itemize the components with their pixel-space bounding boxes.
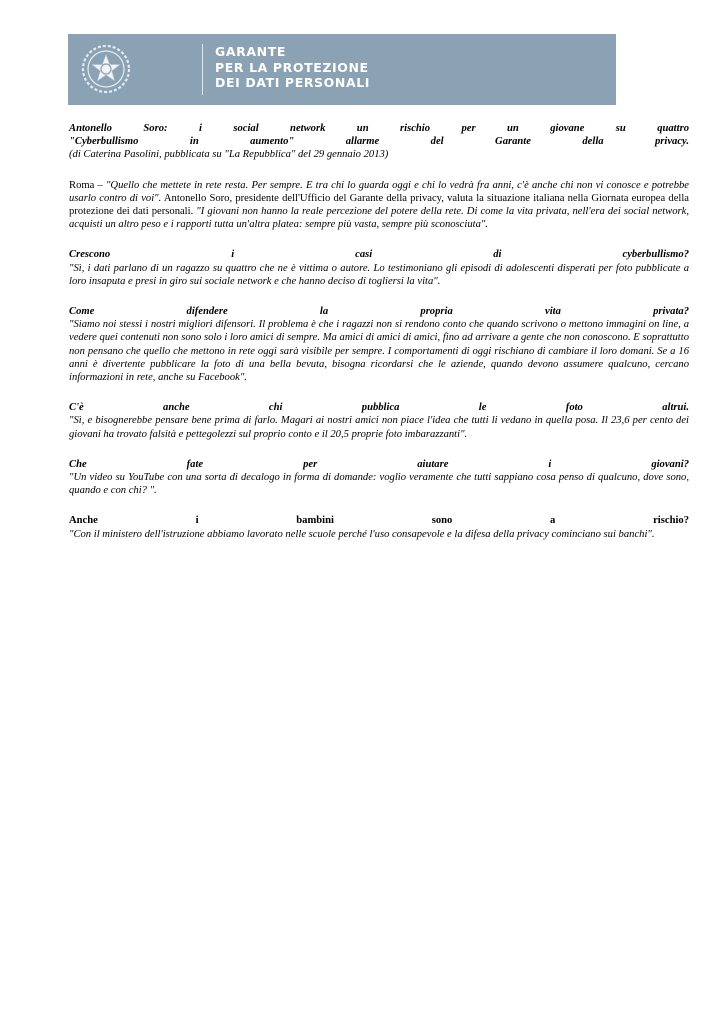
qa-answer: "Un video su YouTube con una sorta di decalogo in forma di domande: voglio veramente che tutti sappiano cosa penso di qualcuno, dove sono, quando e con chi? ". <box>69 472 689 497</box>
article-intro <box>69 179 689 232</box>
qa-item <box>69 458 689 498</box>
qa-answer: "Sì, i dati parlano di un ragazzo su quattro che ne è vittima o autore. Lo testimoniano gli episodi di adolescenti disperati per foto pubblicate a loro insaputa e presi in giro sui sociale network e che hanno deciso di togliersi la vita". <box>69 262 689 287</box>
qa-item <box>69 514 689 540</box>
header-divider <box>202 44 203 95</box>
qa-item <box>69 305 689 384</box>
garante-logo-text <box>215 44 370 91</box>
qa-question: Come difendere la propria vita privata? <box>69 306 689 318</box>
qa-question: C'è anche chi pubblica le foto altrui. <box>69 402 689 414</box>
logo-text-line-1: GARANTE <box>215 44 286 59</box>
qa-item <box>69 248 689 288</box>
logo-text-line-2: PER LA PROTEZIONE <box>215 59 369 75</box>
qa-question: Che fate per aiutare i giovani? <box>69 458 689 470</box>
qa-question: Crescono i casi di cyberbullismo? <box>69 249 689 261</box>
garante-header-banner <box>68 34 616 105</box>
qa-answer: "Con il ministero dell'istruzione abbiamo lavorato nelle scuole perché l'uso consapevole e la difesa della privacy cominciano sui banchi". <box>69 528 655 540</box>
qa-answer: "Sì, e bisognerebbe pensare bene prima di farlo. Magari ai nostri amici non piace l'idea che tutti li vedano in quella posa. Il 23,6 per cento dei giovani ha trovato falsità e pettegolezzi sul proprio conto e il 20,5 proprie foto imbarazzanti". <box>69 415 689 440</box>
qa-question: Anche i bambini sono a rischio? <box>69 515 689 527</box>
article-heading <box>69 122 689 162</box>
intro-quote-1: "Quello che mettete in rete resta. Per sempre. E tra chi lo guarda oggi e chi lo vedrà fra anni, c'è anche chi non vi conosce e potrebbe usarlo contro di voi". <box>69 179 689 204</box>
intro-quote-2: "I giovani non hanno la reale percezione del potere della rete. Di come la vita privata, nell'era dei social network, acquisti un altro peso e i rapporti tutta un'altra platea: sempre più vasta, sempre più sconosciuta". <box>69 206 689 231</box>
qa-answer: "Siamo noi stessi i nostri migliori difensori. Il problema è che i ragazzi non si rendono conto che quando scrivono o mettono immagini on line, a vedere quei contenuti non sono solo i loro amici di sempre. Ma amici di amici di amici, fino ad arrivare a gente che non conoscono. E soprattutto non pensano che quello che mettono in rete oggi sarà visibile per sempre. I comportamenti di oggi rischiano di cambiare il loro domani. Se a 16 anni è divertente pubblicare la foto di una bella bevuta, bisogna ricordarsi che le aziende, quando devono assumere qualcuno, cercano informazioni in rete, anche su Facebook". <box>69 319 689 384</box>
article-body <box>69 122 689 558</box>
logo-text-line-3: DEI DATI PERSONALI <box>215 75 371 90</box>
intro-middle: Antonello Soro, presidente dell'Ufficio del Garante della privacy, valuta la situazione italiana nella Giornata europea della protezione dei dati personali. <box>69 192 689 218</box>
article-title-line-2: "Cyberbullismo in aumento" allarme del Garante della privacy. <box>69 136 689 148</box>
article-title-line-1: Antonello Soro: i social network un rischio per un giovane su quattro <box>69 123 689 134</box>
italian-emblem-icon <box>80 43 132 95</box>
intro-prefix: Roma – <box>69 179 106 191</box>
qa-item <box>69 401 689 441</box>
article-byline: (di Caterina Pasolini, pubblicata su "La Repubblica" del 29 gennaio 2013) <box>69 149 389 161</box>
